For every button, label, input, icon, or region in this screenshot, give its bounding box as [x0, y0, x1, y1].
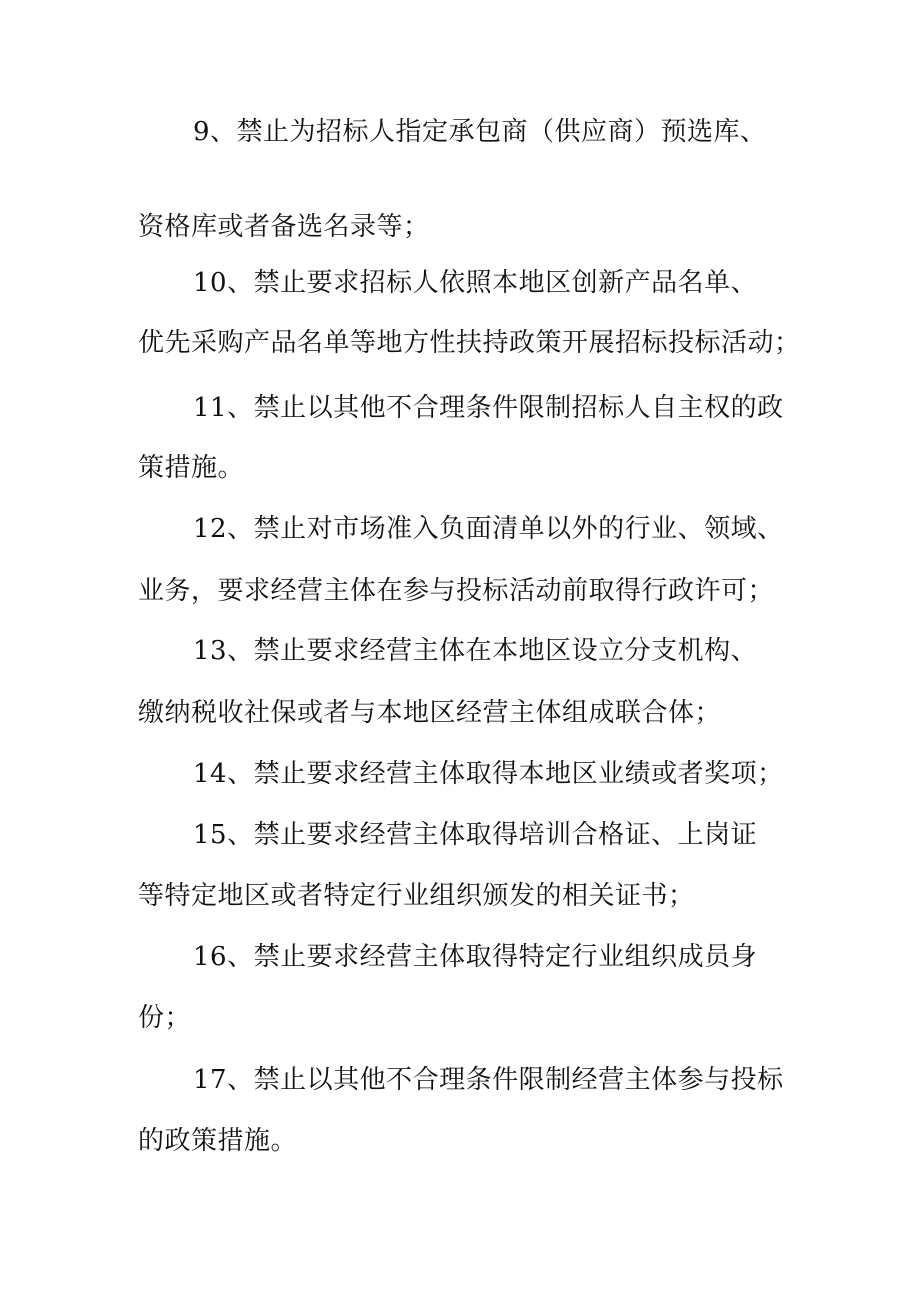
- paragraph-line: 14、禁止要求经营主体取得本地区业绩或者奖项；: [193, 759, 784, 789]
- paragraph-line: 业务，要求经营主体在参与投标活动前取得行政许可；: [138, 576, 775, 606]
- paragraph-line: 17、禁止以其他不合理条件限制经营主体参与投标: [193, 1065, 784, 1095]
- paragraph-line: 优先采购产品名单等地方性扶持政策开展招标投标活动；: [138, 328, 801, 358]
- paragraph-line: 份；: [138, 1003, 192, 1033]
- paragraph-line: 12、禁止对市场准入负面清单以外的行业、领域、: [193, 514, 784, 544]
- paragraph-line: 9、禁止为招标人指定承包商（供应商）预选库、: [193, 117, 767, 147]
- paragraph-line: 13、禁止要求经营主体在本地区设立分支机构、: [193, 636, 758, 666]
- paragraph-line: 11、禁止以其他不合理条件限制招标人自主权的政: [193, 393, 784, 423]
- paragraph-line: 16、禁止要求经营主体取得特定行业组织成员身: [193, 942, 758, 972]
- paragraph-line: 策措施。: [138, 453, 245, 483]
- paragraph-line: 15、禁止要求经营主体取得培训合格证、上岗证: [193, 820, 758, 850]
- paragraph-line: 的政策措施。: [138, 1126, 298, 1156]
- paragraph-line: 等特定地区或者特定行业组织颁发的相关证书；: [138, 881, 695, 911]
- paragraph-line: 资格库或者备选名录等；: [138, 212, 430, 242]
- paragraph-line: 10、禁止要求招标人依照本地区创新产品名单、: [193, 268, 758, 298]
- paragraph-line: 缴纳税收社保或者与本地区经营主体组成联合体；: [138, 698, 722, 728]
